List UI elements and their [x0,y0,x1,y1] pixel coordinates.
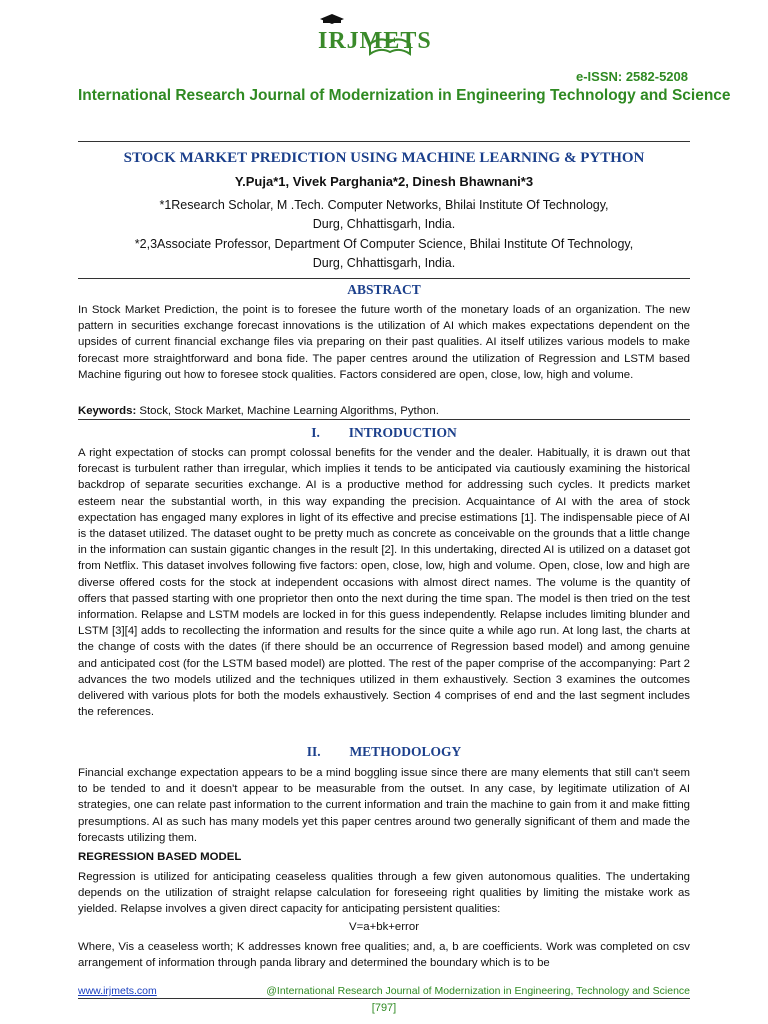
issn: e-ISSN: 2582-5208 [575,69,688,84]
divider [78,278,690,279]
section-title: INTRODUCTION [348,425,457,440]
website-link[interactable]: www.irjmets.com [78,985,157,997]
affiliation-1-line-1: *1Research Scholar, M .Tech. Computer Networks, Bhilai Institute Of Technology, [159,198,609,212]
section-title: METHODOLOGY [349,744,462,759]
equation: V=a+bk+error [349,921,419,933]
introduction-text: A right expectation of stocks can prompt colossal benefits for the vender and the dealer. Habitually, it is drawn out that forecast is turbulent rather than irregular, which implies it tends to be anticipated via cautiously examining the historical backdrop of separate securities exchange. AI is a productive method for addressing such cycles. It predicts market esteem near the substantial worth, in this way expanding the precision. Acquaintance of AI with the area of stock expectation has engaged many explores in light of its effective and precise estimations [1]. The indispensable piece of AI is the dataset utilized. The dataset ought to be pretty much as concrete as conceivable on the grounds that a little change in the information can sustain gigantic changes in the result [2]. In this undertaking, directed AI is utilized on a dataset got from Netflix. This dataset involves following five factors: open, close, low, high and volume. Open, close, low and high are diverse offered costs for the stock at independent occasions with almost direct names. The volume is the quantity of offers that passed starting with one proprietor then onto the next during the time span. The model is then tried on the test information. Relapse and LSTM models are locked in for this guess independently. Relapse includes limiting blunder and LSTM [3][4] adds to recollecting the information and results for the since quite a while ago run. At long last, the charts at the change of costs with the dates (if there should be an occurrence of Regression based model) and among genuine and anticipated cost (for the LSTM based model) are plotted. The rest of the paper comprise of the accompanying: Part 2 advances the two models utilized and the techniques utilized in them exhaustively. Section 3 examines the outcomes delivered with various plots for both the models exhaustively. Section 4 comprises of end and the last segment includes the references. [78,447,690,719]
affiliation-2-line-2: Durg, Chhattisgarh, India. [312,256,456,270]
affiliation-1 [78,196,690,234]
keywords-label: Keywords: [78,405,137,417]
subheading-regression: REGRESSION BASED MODEL [78,851,242,863]
divider [78,419,690,420]
divider [78,998,690,999]
regression-text-continued: Where, Vis a ceaseless worth; K addresses known free qualities; and, a, b are coefficients. Work was completed on csv arrangement of information through panda library and determined the boundary which is to be [78,941,690,970]
paper-title: STOCK MARKET PREDICTION USING MACHINE LEARNING & PYTHON [123,150,645,166]
affiliation-1-line-2: Durg, Chhattisgarh, India. [312,217,456,231]
keywords-list: Stock, Stock Market, Machine Learning Algorithms, Python. [139,405,439,417]
page-number: [797] [371,1002,397,1014]
divider [78,141,690,142]
section-heading-introduction [78,425,690,441]
abstract-text: In Stock Market Prediction, the point is to foresee the future worth of the monetary loads of an organization. The new pattern in securities exchange forecast innovations is the utilization of AI which makes expectations dependent on the upsides of current financial exchange files via preparing on their past qualities. AI itself utilizes various models to make forecast more straightforward and bona fide. The paper centres around the utilization of Regression and LSTM based Machine figuring out how to foresee stock qualities. Factors considered are open, close, low, high and volume. [78,304,690,381]
journal-name: International Research Journal of Modernization in Engineering Technology and Science [78,87,731,104]
section-heading-methodology [78,744,690,760]
keywords [78,403,690,419]
regression-text: Regression is utilized for anticipating ceaseless qualities through a few given autonomous qualities. The undertaking depends on the utilization of straight relapse calculation for foreseeing right qualities by limiting the mistake work as yielded. Relapse involves a given direct capacity for anticipating persistent qualities: [78,871,690,916]
abstract-heading: ABSTRACT [347,282,421,297]
affiliation-2 [78,235,690,273]
section-number: II. [306,744,321,759]
section-number: I. [311,425,320,440]
methodology-text: Financial exchange expectation appears to be a mind boggling issue since there are many elements that still can't seem to be tended to and it doesn't appear to be measurable from the outset. In any case, by legitimate utilization of AI strategies, one can relate past information to the current information and train the machine to gain from it and make fitting presumptions. AI as such has many models yet this paper centres around two generally significant of them and made the forecasts utilizing them. [78,767,690,844]
journal-logo [318,14,458,60]
copyright: @International Research Journal of Modernization in Engineering, Technology and Science [266,985,690,997]
authors: Y.Puja*1, Vivek Parghania*2, Dinesh Bhawnani*3 [234,174,534,189]
affiliation-2-line-1: *2,3Associate Professor, Department Of Computer Science, Bhilai Institute Of Technology, [134,237,634,251]
logo-text: IRJMETS [318,28,432,54]
